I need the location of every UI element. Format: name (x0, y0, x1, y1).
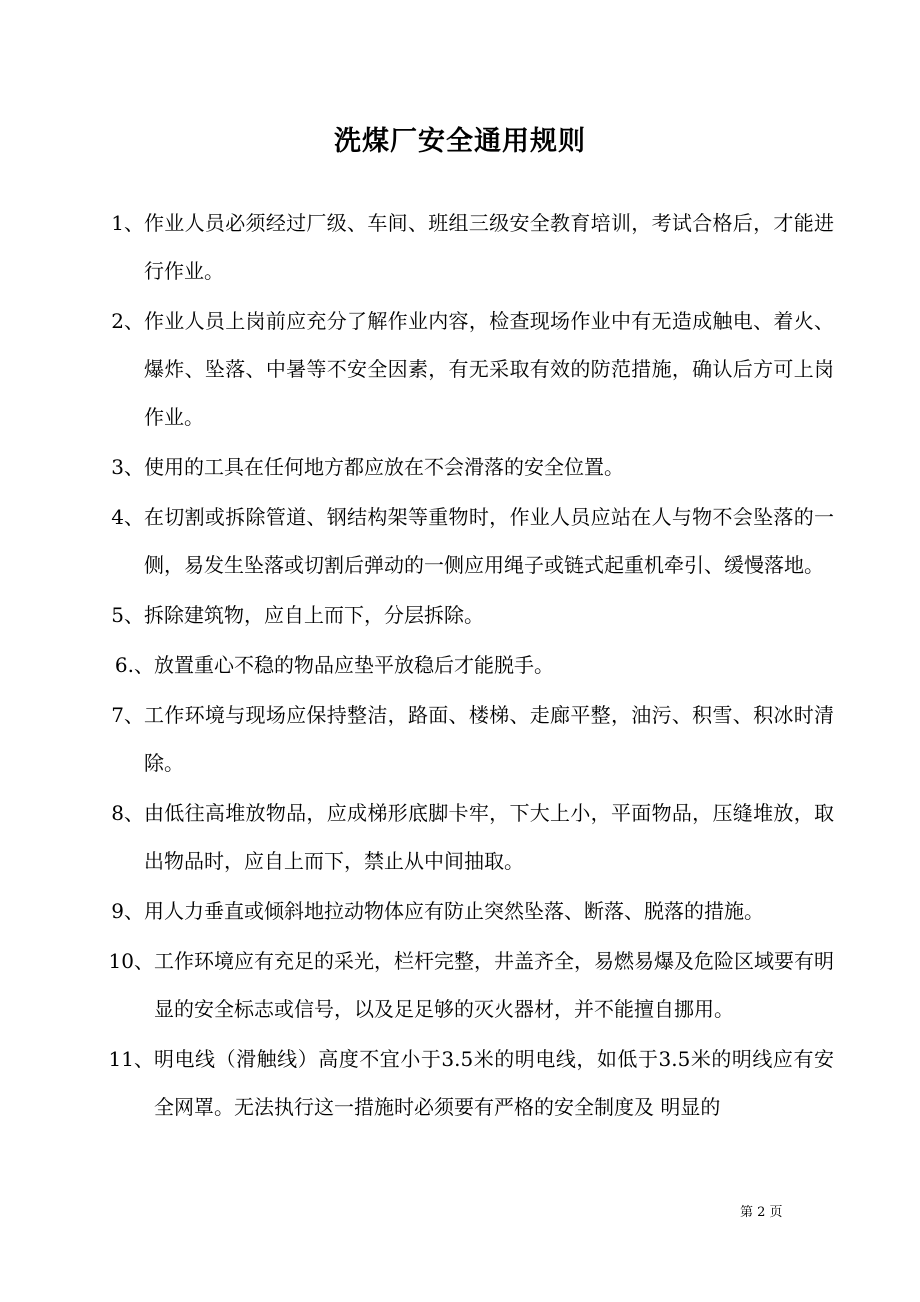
rule-text: 作业人员必须经过厂级、车间、班组三级安全教育培训，考试合格后，才能进行作业。 (144, 211, 834, 283)
rule-item (0, 691, 920, 787)
rule-number: 11、 (108, 1047, 154, 1071)
rule-text: 在切割或拆除管道、钢结构架等重物时，作业人员应站在人与物不会坠落的一侧，易发生坠落或切割后弹动的一侧应用绳子或链式起重机牵引、缓慢落地。 (144, 505, 834, 577)
rule-number: 6.、 (114, 653, 154, 677)
rule-text: 工作环境应有充足的采光，栏杆完整，井盖齐全，易燃易爆及危险区域要有明显的安全标志或信号，以及足足够的灭火器材，并不能擅自挪用。 (154, 949, 834, 1021)
rule-number: 8、 (111, 801, 144, 825)
rule-text: 由低往高堆放物品，应成梯形底脚卡牢，下大上小，平面物品，压缝堆放，取出物品时，应自上而下，禁止从中间抽取。 (144, 801, 834, 873)
rules-list (0, 199, 920, 1133)
rule-item (0, 641, 920, 689)
rule-text: 作业人员上岗前应充分了解作业内容，检查现场作业中有无造成触电、着火、爆炸、坠落、中暑等不安全因素，有无采取有效的防范措施，确认后方可上岗作业。 (144, 309, 834, 429)
rule-text: 明电线（滑触线）高度不宜小于3.5米的明电线，如低于3.5米的明线应有安全网罩。无法执行这一措施时必须要有严格的安全制度及 明显的 (154, 1047, 834, 1119)
rule-item (0, 789, 920, 885)
rule-item (0, 591, 920, 639)
rule-item (0, 937, 920, 1033)
rule-item (0, 1035, 920, 1131)
rule-text: 工作环境与现场应保持整洁，路面、楼梯、走廊平整，油污、积雪、积冰时清除。 (144, 703, 834, 775)
rule-number: 9、 (111, 899, 144, 923)
rule-text: 使用的工具在任何地方都应放在不会滑落的安全位置。 (144, 455, 624, 479)
rule-number: 1、 (111, 211, 144, 235)
rule-item (0, 887, 920, 935)
rule-number: 5、 (111, 603, 144, 627)
rule-item (0, 493, 920, 589)
rule-text: 用人力垂直或倾斜地拉动物体应有防止突然坠落、断落、脱落的措施。 (144, 899, 764, 923)
page-title: 洗煤厂安全通用规则 (334, 126, 586, 157)
rule-item (0, 443, 920, 491)
rule-text: 放置重心不稳的物品应垫平放稳后才能脱手。 (154, 653, 554, 677)
rule-item (0, 297, 920, 441)
page-number: 第 2 页 (740, 1205, 783, 1220)
rule-number: 4、 (111, 505, 144, 529)
rule-number: 7、 (111, 703, 144, 727)
rule-text: 拆除建筑物，应自上而下，分层拆除。 (144, 603, 484, 627)
rule-item (0, 199, 920, 295)
rule-number: 3、 (111, 455, 144, 479)
rule-number: 2、 (111, 309, 144, 333)
rule-number: 10、 (108, 949, 154, 973)
